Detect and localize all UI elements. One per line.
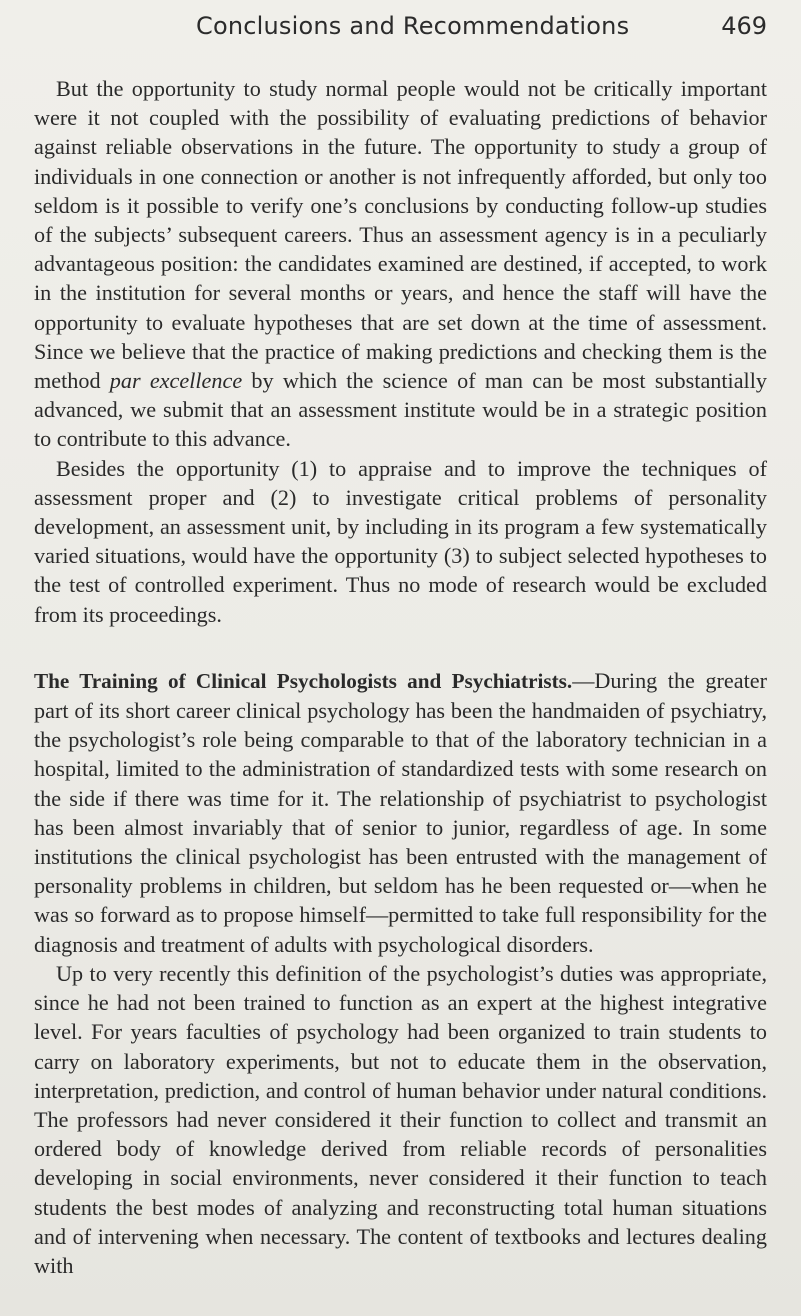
paragraph-assessment-predictions bbox=[34, 74, 767, 454]
section-heading: The Training of Clinical Psychologists and Psychiatrists. bbox=[34, 668, 573, 693]
blank-margin bbox=[0, 1100, 801, 1316]
section-gap bbox=[34, 629, 767, 666]
paragraph-text: by which the science of man can be most substantially advanced, we submit that an assessment institute would be in a strategic position to contribute to this advance. bbox=[34, 368, 767, 452]
running-title: Conclusions and Recommendations bbox=[196, 12, 630, 40]
paragraph-text: —During the greater part of its short career clinical psychology has been the handmaiden of psychiatry, the psychologist’s role being comparable to that of the laboratory technician in a hospital, limited to the administration of standardized tests with some research on the side if there was time for it. The relationship of psychiatrist to psychologist has been almost invariably that of senior to junior, regardless of age. In some institutions the clinical psychologist has been entrusted with the management of personality problems in children, but seldom has he been requested or—when he was so forward as to propose himself—permitted to take full responsibility for the diagnosis and treatment of adults with psychological disorders. bbox=[34, 667, 767, 957]
paragraph-research-modes: Besides the opportunity (1) to appraise and to improve the techniques of assessment proper and (2) to investigate critical problems of personality development, an assessment unit, by including in its program a few systematically varied situations, would have the opportunity (3) to subject selected hypotheses to the test of controlled experiment. Thus no mode of research would be excluded from its proceedings. bbox=[34, 455, 767, 627]
page-number: 469 bbox=[721, 12, 767, 40]
italic-phrase: par excellence bbox=[109, 368, 243, 394]
running-head bbox=[0, 10, 801, 50]
paragraph-psychologist-duties: Up to very recently this definition of the psychologist’s duties was appropriate, since he had not been trained to function as an expert at the highest integrative level. For years faculties of psychology had been organized to train students to carry on laboratory experiments, but not to educate them in the observation, interpretation, prediction, and control of human behavior under natural conditions. The professors had never considered it their function to collect and transmit an ordered body of knowledge derived from reliable records of personalities developing in social environments, never considered it their function to teach students the best modes of analyzing and reconstructing total human situations and of intervening when necessary. The content of textbooks and lectures dealing with bbox=[34, 960, 767, 1278]
paragraph-text: But the opportunity to study normal people would not be critically important were it not coupled with the possibility of evaluating predictions of behavior against reliable observations in the future. The opportunity to study a group of individuals in one connection or another is not infrequently afforded, but only too seldom is it possible to verify one’s conclusions by conducting follow-up studies of the subjects’ subsequent careers. Thus an assessment agency is in a peculiarly advantageous position: the candidates examined are destined, if accepted, to work in the institution for several months or years, and hence the staff will have the opportunity to evaluate hypotheses that are set down at the time of assessment. Since we believe that the practice of making predictions and checking them is the method bbox=[34, 76, 767, 394]
paragraph-training-section bbox=[34, 666, 767, 959]
